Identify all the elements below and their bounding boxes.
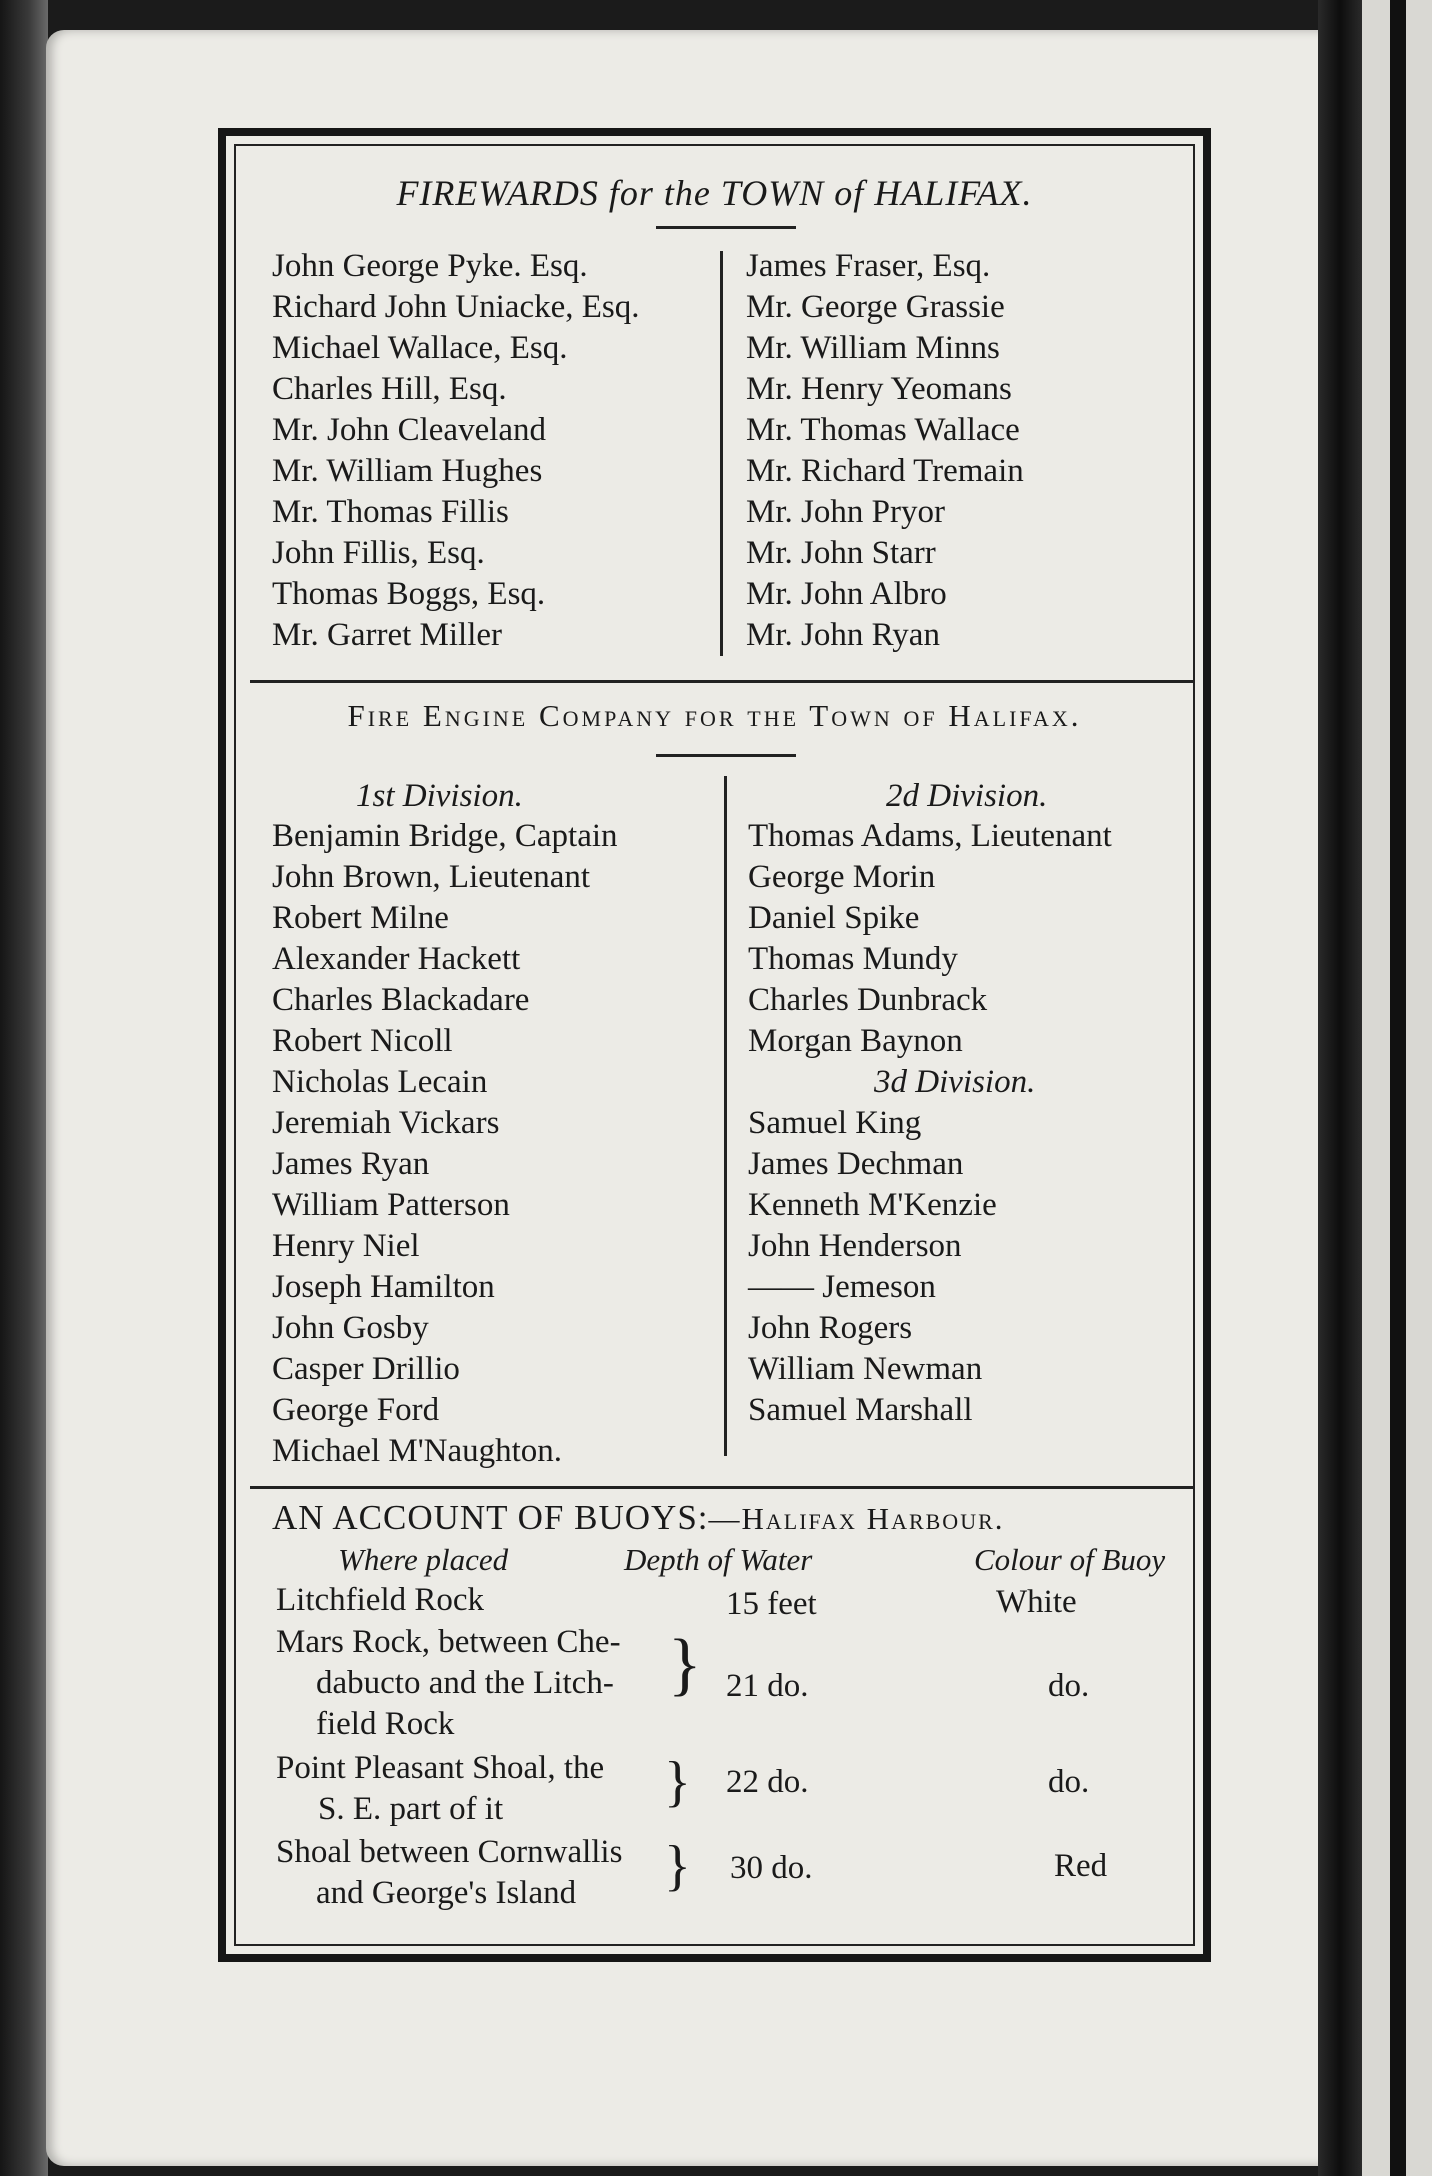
firewards-title: FIREWARDS for the TOWN of HALIFAX. [396, 173, 1033, 213]
list-item: Richard John Uniacke, Esq. [272, 289, 640, 325]
buoy-place: Point Pleasant Shoal, the [276, 1750, 605, 1786]
list-item: Mr. John Starr [746, 535, 936, 571]
list-item: John George Pyke. Esq. [272, 248, 588, 284]
list-item: Samuel King [748, 1105, 922, 1141]
list-item: William Newman [748, 1351, 983, 1387]
list-item: Kenneth M'Kenzie [748, 1187, 997, 1223]
list-item: Mr. Henry Yeomans [746, 371, 1012, 407]
list-item: Mr. Garret Miller [272, 617, 503, 653]
brace-icon: } [664, 1751, 691, 1813]
division-heading: 1st Division. [356, 778, 523, 814]
fire-engine-title: Fire Engine Company for the Town of Halifax. [347, 698, 1082, 733]
list-item: James Fraser, Esq. [746, 248, 991, 284]
list-item: James Dechman [748, 1146, 964, 1182]
list-item: John Fillis, Esq. [272, 535, 485, 571]
list-item: Robert Nicoll [272, 1023, 453, 1059]
page-border-frame [218, 128, 1211, 1962]
list-item: Alexander Hackett [272, 941, 521, 977]
list-item: Benjamin Bridge, Captain [272, 818, 618, 854]
list-item: John Henderson [748, 1228, 962, 1264]
list-item: Robert Milne [272, 900, 449, 936]
list-item: John Brown, Lieutenant [272, 859, 591, 895]
list-item: James Ryan [272, 1146, 430, 1182]
buoy-depth: 30 do. [730, 1850, 813, 1886]
list-item: George Morin [748, 859, 936, 895]
buoys-title-sub: —Halifax Harbour. [708, 1501, 1005, 1536]
header-depth: Depth of Water [624, 1542, 813, 1577]
column-divider [720, 251, 723, 656]
buoy-place: dabucto and the Litch- [316, 1665, 614, 1701]
list-item: William Patterson [272, 1187, 510, 1223]
list-item: Charles Blackadare [272, 982, 530, 1018]
header-colour: Colour of Buoy [974, 1542, 1166, 1577]
section-divider [250, 680, 1194, 683]
list-item: John Gosby [272, 1310, 429, 1346]
buoy-depth: 22 do. [726, 1764, 809, 1800]
list-item: Charles Dunbrack [748, 982, 988, 1018]
title-underline [656, 754, 796, 757]
list-item: Mr. William Minns [746, 330, 1000, 366]
division-heading: 3d Division. [874, 1064, 1036, 1100]
division-heading: 2d Division. [886, 778, 1048, 814]
list-item: Mr. George Grassie [746, 289, 1005, 325]
list-item: Mr. Thomas Wallace [746, 412, 1020, 448]
list-item: Casper Drillio [272, 1351, 460, 1387]
list-item: —— Jemeson [748, 1269, 936, 1305]
list-item: Mr. Richard Tremain [746, 453, 1024, 489]
section-divider [250, 1486, 1194, 1489]
list-item: George Ford [272, 1392, 440, 1428]
buoy-place: Shoal between Cornwallis [276, 1834, 623, 1870]
brace-icon: } [668, 1626, 702, 1703]
buoys-title-main: AN ACCOUNT OF BUOYS: [272, 1498, 709, 1537]
list-item: Thomas Mundy [748, 941, 958, 977]
buoy-colour: do. [1048, 1764, 1090, 1800]
list-item: Morgan Baynon [748, 1023, 963, 1059]
buoy-place: Litchfield Rock [276, 1582, 485, 1618]
buoy-depth: 21 do. [726, 1668, 809, 1704]
list-item: Henry Niel [272, 1228, 420, 1264]
list-item: Mr. Thomas Fillis [272, 494, 509, 530]
list-item: Thomas Boggs, Esq. [272, 576, 546, 612]
list-item: Mr. John Pryor [746, 494, 945, 530]
book-left-edge [0, 0, 48, 2176]
buoy-place: S. E. part of it [318, 1791, 504, 1827]
list-item: Mr. John Albro [746, 576, 947, 612]
list-item: Charles Hill, Esq. [272, 371, 507, 407]
list-item: Daniel Spike [748, 900, 920, 936]
list-item: Mr. William Hughes [272, 453, 543, 489]
buoy-colour: White [996, 1584, 1077, 1620]
list-item: Mr. John Ryan [746, 617, 940, 653]
list-item: Jeremiah Vickars [272, 1105, 500, 1141]
buoy-place: and George's Island [316, 1875, 577, 1911]
brace-icon: } [664, 1835, 691, 1897]
buoys-title [272, 1498, 1005, 1539]
buoy-place: Mars Rock, between Che- [276, 1624, 621, 1660]
list-item: Joseph Hamilton [272, 1269, 495, 1305]
buoy-depth: 15 feet [726, 1586, 817, 1622]
list-item: Thomas Adams, Lieutenant [748, 818, 1112, 854]
list-item: Michael M'Naughton. [272, 1433, 563, 1469]
header-where-placed: Where placed [338, 1542, 509, 1577]
list-item: Nicholas Lecain [272, 1064, 488, 1100]
buoy-colour: Red [1054, 1848, 1108, 1884]
list-item: Mr. John Cleaveland [272, 412, 547, 448]
title-underline [656, 226, 796, 229]
list-item: Samuel Marshall [748, 1392, 973, 1428]
buoy-place: field Rock [316, 1706, 455, 1742]
list-item: John Rogers [748, 1310, 913, 1346]
column-divider [724, 776, 727, 1456]
book-spine [1318, 0, 1362, 2176]
buoy-colour: do. [1048, 1668, 1090, 1704]
list-item: Michael Wallace, Esq. [272, 330, 568, 366]
facing-page-border [1390, 0, 1406, 2176]
